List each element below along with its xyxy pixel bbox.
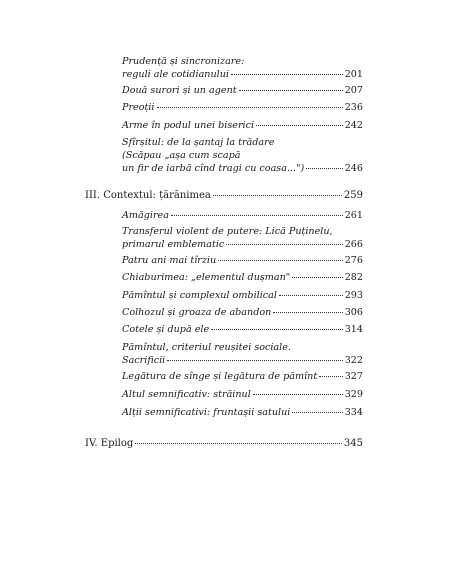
toc-entry-amagirea: [122, 210, 363, 222]
toc-entry-line: [122, 210, 363, 222]
toc-entry-title: Amăgirea: [122, 210, 169, 221]
dot-leader: [167, 360, 342, 361]
toc-page-number: 201: [344, 69, 363, 80]
toc-entry-title: reguli ale cotidianului: [122, 69, 229, 80]
toc-entry-line: [122, 150, 363, 162]
toc-entry-colhozul: [122, 307, 363, 319]
dot-leader: [239, 90, 343, 91]
toc-entry-sfirsitul: [122, 137, 363, 175]
dot-leader: [211, 329, 343, 330]
dot-leader: [171, 215, 343, 216]
dot-leader: [292, 412, 342, 413]
toc-entry-title: Sacrificii: [122, 355, 166, 366]
toc-entry-patru-ani: [122, 255, 363, 267]
dot-leader: [231, 74, 343, 75]
toc-entry-cotele: [122, 324, 363, 336]
toc-entry-line: [85, 190, 363, 202]
toc-entry-line: [122, 324, 363, 336]
toc-entry-line: [122, 120, 363, 132]
toc-page-number: 314: [344, 324, 363, 335]
toc-entry-line: [122, 137, 363, 149]
toc-entry-title: Patru ani mai tîrziu: [122, 255, 217, 266]
toc-section-title: III. Contextul: țărănimea: [85, 190, 211, 201]
toc-entry-line: [122, 342, 363, 354]
toc-page-number: 261: [344, 210, 363, 221]
toc-entry-title: Pămîntul, criteriul reușitei sociale.: [122, 342, 291, 353]
dot-leader: [273, 312, 342, 313]
toc-entry-title: Pămîntul și complexul ombilical: [122, 290, 277, 301]
toc-entry-chiaburimea: [122, 272, 363, 284]
dot-leader: [135, 443, 342, 444]
toc-entry-line: [122, 102, 363, 114]
toc-entry-line: [122, 307, 363, 319]
toc-entry-pamintul-ombilical: [122, 290, 363, 302]
toc-page-number: 327: [344, 371, 363, 382]
toc-entry-title: Preoții: [122, 102, 155, 113]
toc-entry-line: [122, 389, 363, 401]
toc-page-number: 266: [344, 239, 363, 250]
toc-section-iv: [85, 438, 363, 450]
toc-entry-line: [122, 355, 363, 367]
dot-leader: [157, 107, 343, 108]
toc-section-iii: [85, 190, 363, 202]
toc-entry-preotii: [122, 102, 363, 114]
toc-entry-title: Colhozul și groaza de abandon: [122, 307, 272, 318]
dot-leader: [213, 195, 342, 196]
toc-entry-strainul: [122, 389, 363, 401]
dot-leader: [226, 244, 342, 245]
toc-entry-line: [122, 290, 363, 302]
toc-entry-line: [122, 239, 363, 251]
toc-entry-legatura: [122, 371, 363, 383]
toc-entry-title: (Scăpau „așa cum scapă: [122, 150, 241, 161]
toc-page-number: 276: [344, 255, 363, 266]
toc-entry-line: [122, 255, 363, 267]
dot-leader: [253, 394, 343, 395]
toc-entry-title: primarul emblematic: [122, 239, 225, 250]
dot-leader: [256, 125, 343, 126]
toc-entry-line: [122, 226, 363, 238]
toc-entry-title: Două surori și un agent: [122, 85, 237, 96]
toc-page-number: 246: [344, 163, 363, 174]
toc-page-number: 242: [344, 120, 363, 131]
toc-entry-title: Arme în podul unei biserici: [122, 120, 255, 131]
toc-entry-title: un fir de iarbă cînd tragi cu coasa..."): [122, 163, 305, 174]
toc-entry-title: Prudență și sincronizare:: [122, 56, 245, 67]
toc-entry-fruntasii: [122, 407, 363, 419]
toc-entry-title: Legătura de sînge și legătura de pămînt: [122, 371, 318, 382]
dot-leader: [279, 295, 343, 296]
toc-page-number: 207: [344, 85, 363, 96]
toc-entry-title: Altul semnificativ: străinul: [122, 389, 251, 400]
toc-entry-line: [122, 371, 363, 383]
toc-section-title: IV. Epilog: [85, 438, 134, 449]
toc-entry-arme: [122, 120, 363, 132]
toc-entry-title: Transferul violent de putere: Lică Puținelu,: [122, 226, 333, 237]
toc-entry-line: [85, 438, 363, 450]
toc-page-number: 293: [344, 290, 363, 301]
toc-entry-title: Sfîrșitul: de la șantaj la trădare: [122, 137, 275, 148]
dot-leader: [306, 168, 342, 169]
toc-entry-doua-surori: [122, 85, 363, 97]
toc-page-number: 334: [344, 407, 363, 418]
toc-page-number: 306: [344, 307, 363, 318]
toc-page-number: 329: [344, 389, 363, 400]
toc-page-number: 322: [344, 355, 363, 366]
toc-entry-line: [122, 407, 363, 419]
toc-entry-prudenta: [122, 56, 363, 81]
toc-entry-line: [122, 272, 363, 284]
toc-entry-line: [122, 85, 363, 97]
toc-page-number: 236: [344, 102, 363, 113]
toc-entry-title: Chiaburimea: „elementul dușman": [122, 272, 291, 283]
toc-entry-title: Cotele și după ele: [122, 324, 210, 335]
toc-entry-title: Alții semnificativi: fruntașii satului: [122, 407, 291, 418]
toc-entry-transferul: [122, 226, 363, 251]
toc-page-number: 345: [343, 438, 363, 449]
toc-entry-pamintul-criteriul: [122, 342, 363, 367]
dot-leader: [319, 376, 343, 377]
toc-page-number: 282: [344, 272, 363, 283]
toc-entry-line: [122, 163, 363, 175]
dot-leader: [218, 260, 343, 261]
dot-leader: [292, 277, 342, 278]
toc-page-number: 259: [343, 190, 363, 201]
toc-entry-line: [122, 56, 363, 68]
toc-entry-line: [122, 69, 363, 81]
